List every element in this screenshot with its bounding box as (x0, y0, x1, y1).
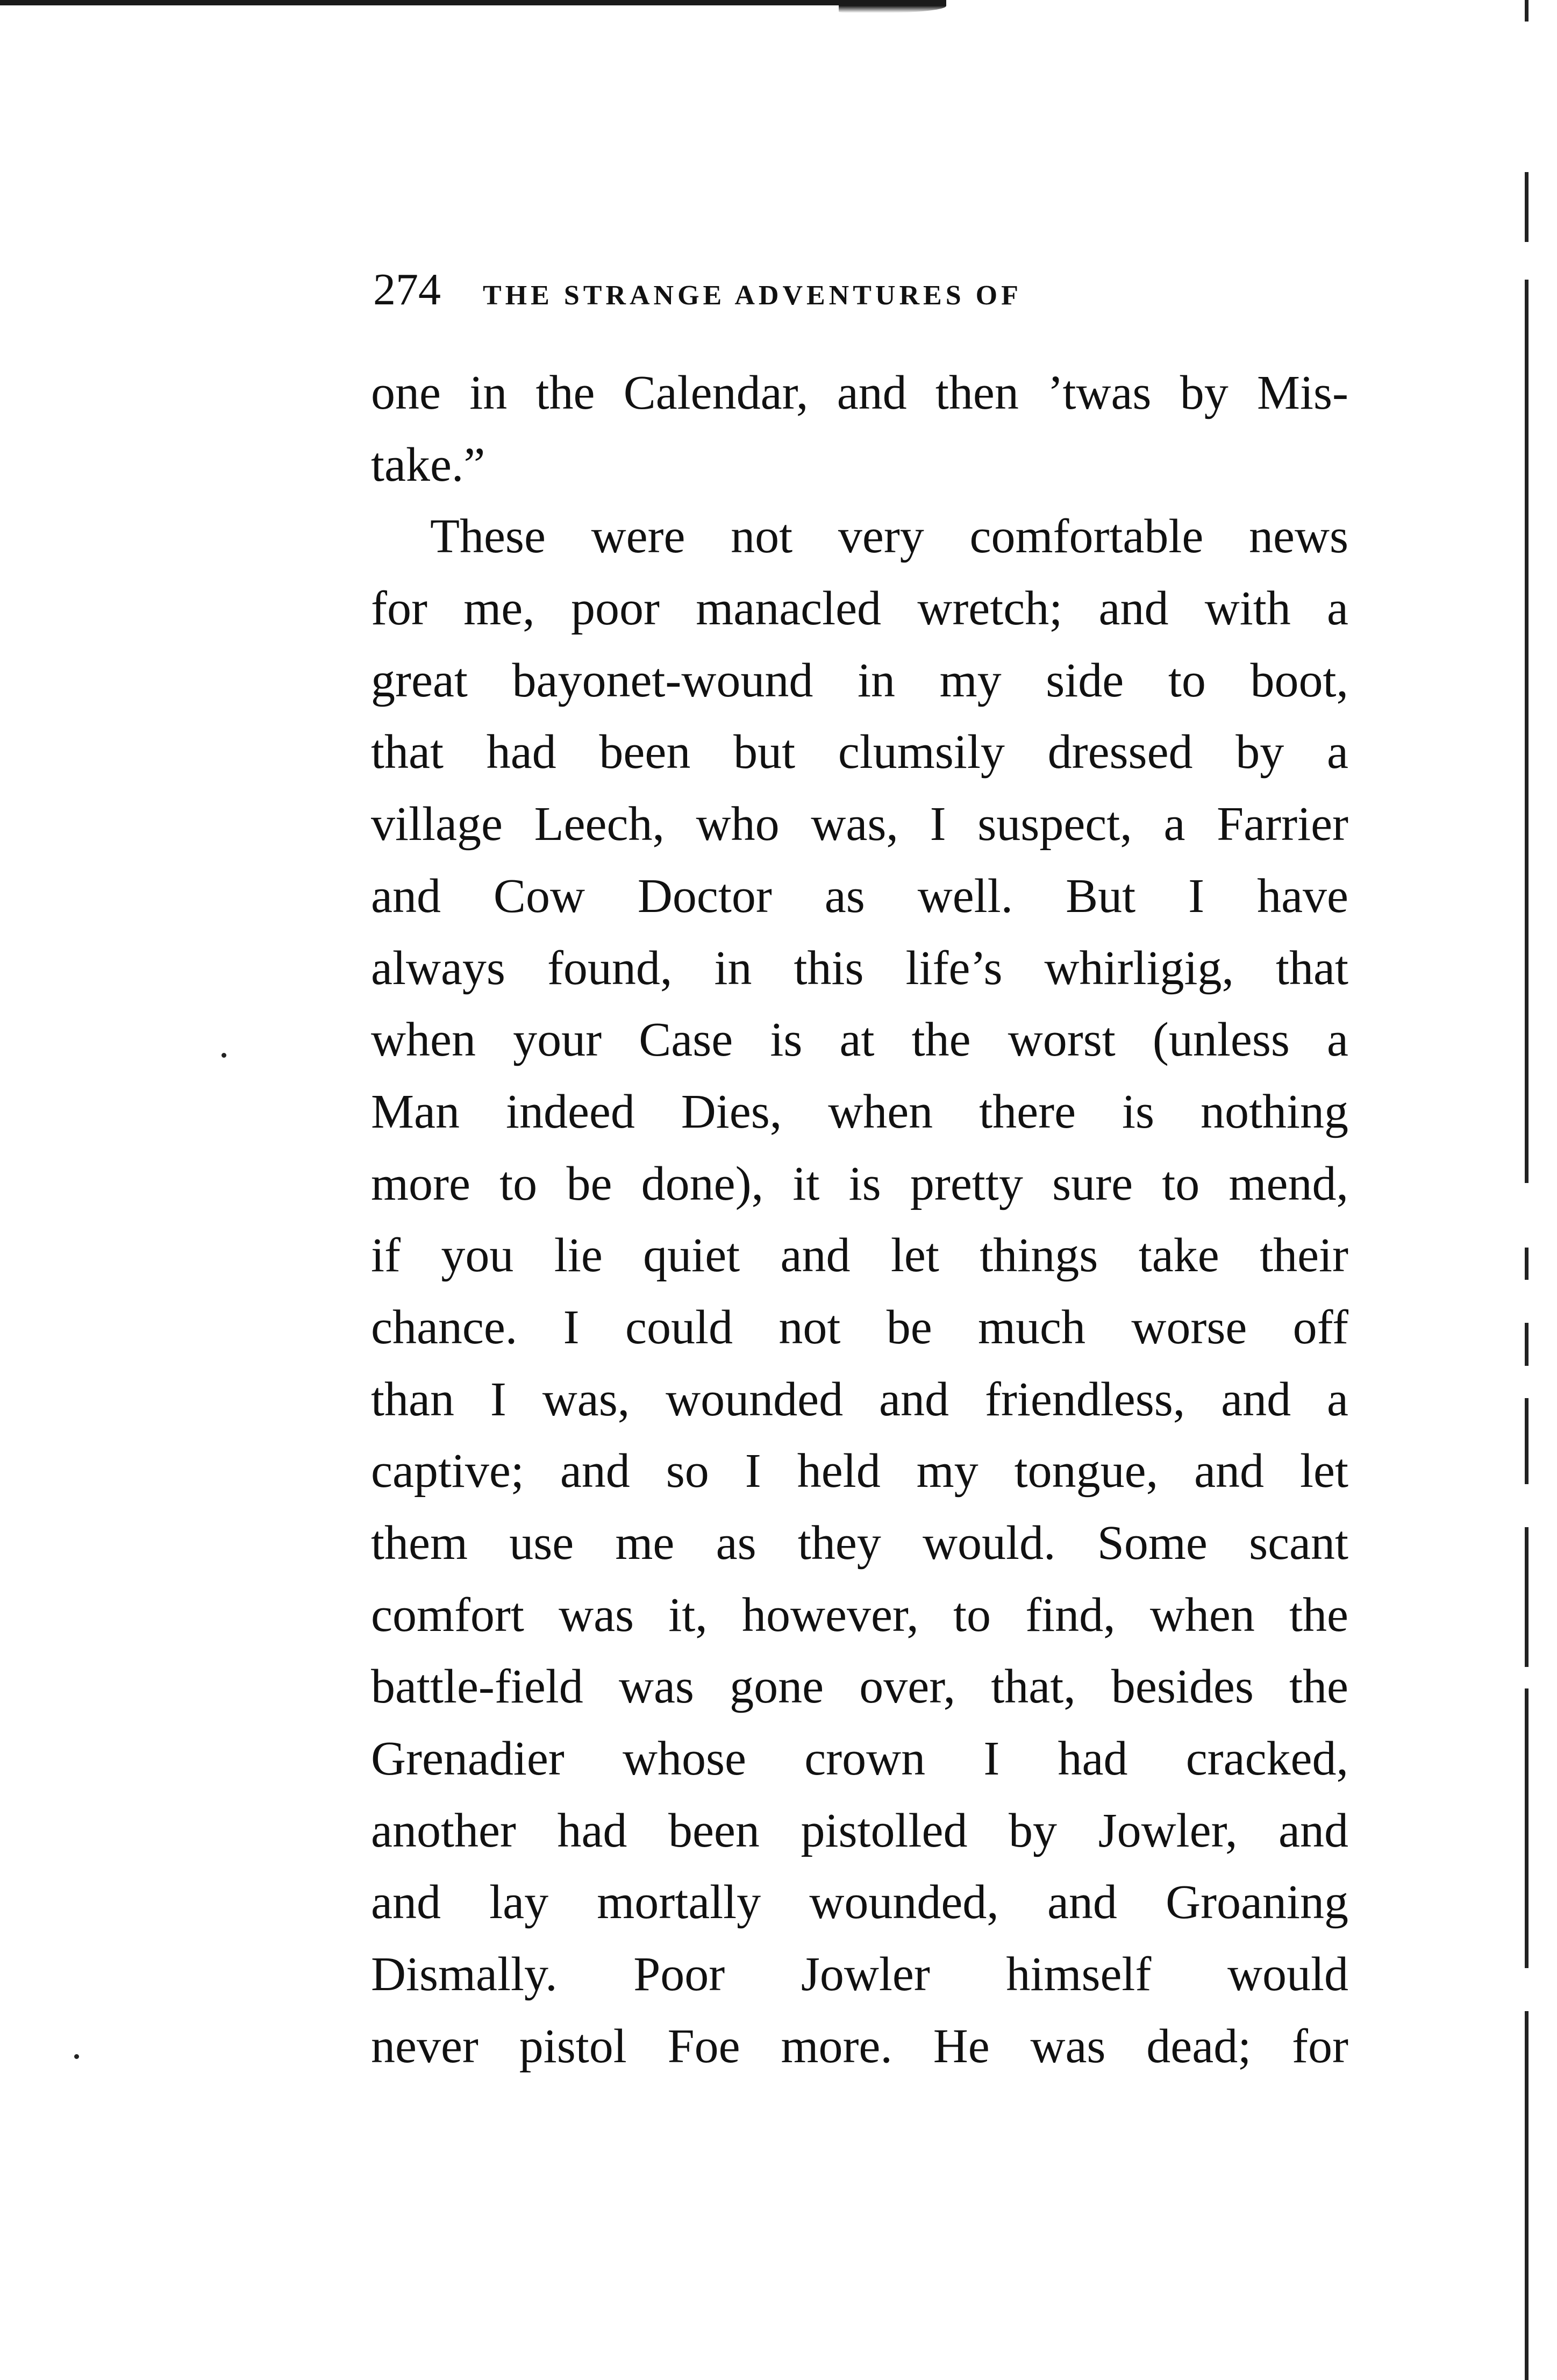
text-line: another had been pistolled by Jowler, and (371, 1804, 1348, 1857)
page-edge-mark (1525, 1527, 1529, 1667)
text-line: one in the Calendar, and then ’twas by Mis- (371, 366, 1348, 419)
text-line: village Leech, who was, I suspect, a Farrier (371, 797, 1348, 851)
text-line: great bayonet-wound in my side to boot, (371, 653, 1348, 707)
running-head-title: THE STRANGE ADVENTURES OF (483, 280, 1022, 311)
text-line: chance. I could not be much worse off (371, 1300, 1348, 1354)
text-line: captive; and so I held my tongue, and let (371, 1444, 1348, 1498)
text-line: more to be done), it is pretty sure to mend, (371, 1157, 1348, 1210)
text-line: comfort was it, however, to find, when the (371, 1588, 1348, 1642)
text-line: Dismally. Poor Jowler himself would (371, 1948, 1348, 2001)
margin-speck (74, 2054, 79, 2059)
page-edge-mark (1525, 1398, 1529, 1484)
page-edge-mark (1525, 172, 1529, 242)
text-line: for me, poor manacled wretch; and with a (371, 582, 1348, 636)
text-line: and Cow Doctor as well. But I have (371, 869, 1348, 923)
margin-speck (222, 1053, 226, 1058)
text-line: that had been but clumsily dressed by a (371, 725, 1348, 779)
running-head (373, 260, 1395, 319)
page-number: 274 (373, 265, 441, 315)
text-line: than I was, wounded and friendless, and a (371, 1372, 1348, 1426)
page-edge-mark (1525, 280, 1529, 1183)
page-edge-mark (1525, 0, 1529, 22)
page-edge-mark (1525, 1248, 1529, 1280)
text-line: them use me as they would. Some scant (371, 1516, 1348, 1570)
text-line: and lay mortally wounded, and Groaning (371, 1876, 1348, 1929)
top-rule-ink-blot (839, 1, 946, 13)
page-edge-mark (1525, 2011, 1529, 2380)
text-line: battle-field was gone over, that, besides the (371, 1660, 1348, 1714)
text-line: Grenadier whose crown I had cracked, (371, 1732, 1348, 1786)
text-line: take.” (371, 438, 485, 491)
text-line: These were not very comfortable news (430, 510, 1348, 564)
page-edge-mark (1525, 1323, 1529, 1366)
text-line: if you lie quiet and let things take their (371, 1229, 1348, 1282)
text-line: always found, in this life’s whirligig, that (371, 941, 1348, 995)
text-line: when your Case is at the worst (unless a (371, 1013, 1348, 1067)
page-edge-mark (1525, 1688, 1529, 1968)
body-text (371, 357, 1348, 2083)
top-rule (0, 0, 946, 5)
text-line: Man indeed Dies, when there is nothing (371, 1085, 1348, 1138)
text-line: never pistol Foe more. He was dead; for (371, 2019, 1348, 2073)
